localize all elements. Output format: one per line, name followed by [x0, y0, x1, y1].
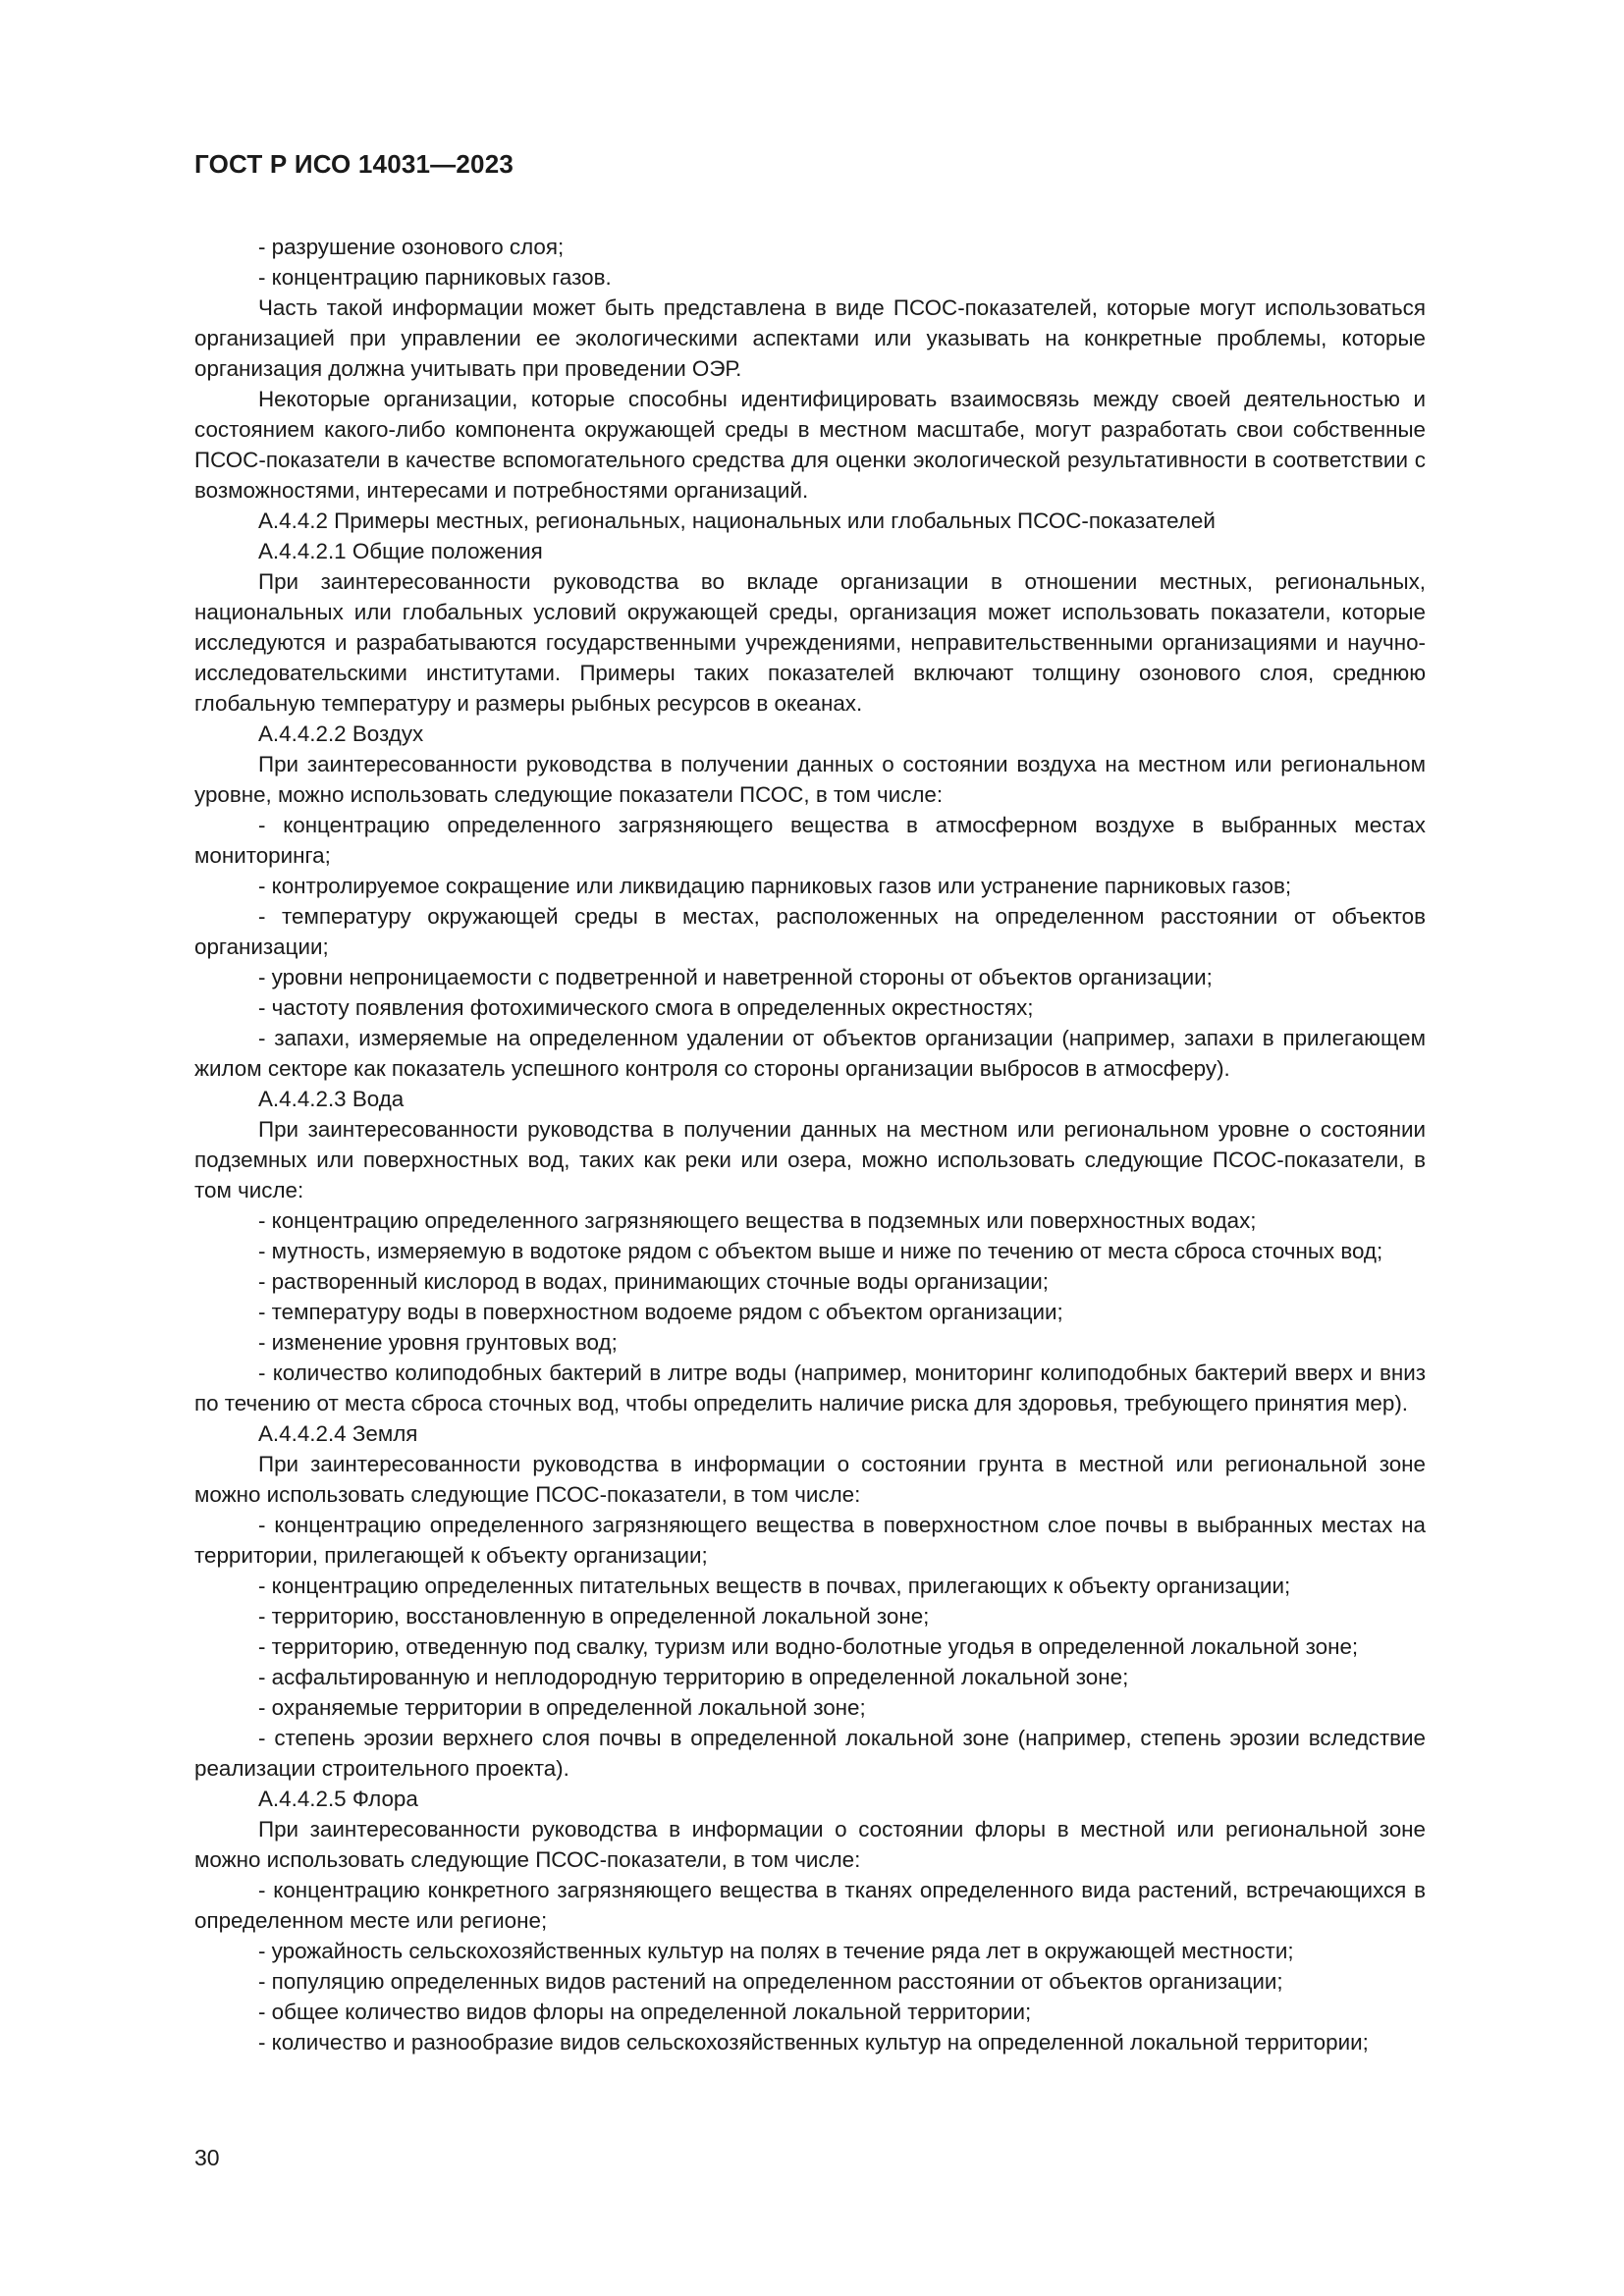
list-item: - охраняемые территории в определенной локальной зоне;: [258, 1695, 866, 1720]
list-item: - концентрацию определенного загрязняющего вещества в атмосферном воздухе в выбранных местах мониторинга;: [194, 813, 1426, 868]
paragraph: При заинтересованности руководства в информации о состоянии флоры в местной или региональной зоне можно использовать следующие ПСОС-показатели, в том числе:: [194, 1817, 1426, 1872]
list-item: - концентрацию определенного загрязняющего вещества в подземных или поверхностных водах;: [258, 1208, 1257, 1233]
list-item: - территорию, отведенную под свалку, туризм или водно-болотные угодья в определенной локальной зоне;: [258, 1634, 1359, 1659]
section-heading: А.4.4.2.1 Общие положения: [258, 539, 543, 563]
paragraph: Часть такой информации может быть представлена в виде ПСОС-показателей, которые могут использоваться организацией при управлении ее экологическими аспектами или указывать на конкретные проблемы, которые организация должна учитывать при проведении ОЭР.: [194, 295, 1426, 381]
list-item: - количество колиподобных бактерий в литре воды (например, мониторинг колиподобных бактерий вверх и вниз по течению от места сброса сточных вод, чтобы определить наличие риска для здоровья, требующего принятия мер).: [194, 1361, 1426, 1415]
list-item: - концентрацию конкретного загрязняющего вещества в тканях определенного вида растений, встречающихся в определенном месте или регионе;: [194, 1878, 1426, 1933]
list-item: - запахи, измеряемые на определенном удалении от объектов организации (например, запахи в прилегающем жилом секторе как показатель успешного контроля со стороны организации выбросов в атмосферу).: [194, 1026, 1426, 1081]
list-item: - растворенный кислород в водах, принимающих сточные воды организации;: [258, 1269, 1049, 1294]
list-item: - концентрацию определенного загрязняющего вещества в поверхностном слое почвы в выбранных местах на территории, прилегающей к объекту организации;: [194, 1513, 1426, 1568]
document-header: ГОСТ Р ИСО 14031—2023: [194, 149, 514, 179]
list-item: - частоту появления фотохимического смога в определенных окрестностях;: [258, 995, 1034, 1020]
section-heading: А.4.4.2.5 Флора: [258, 1787, 418, 1811]
list-item: - температуру окружающей среды в местах, расположенных на определенном расстоянии от объектов организации;: [194, 904, 1426, 959]
list-item: - температуру воды в поверхностном водоеме рядом с объектом организации;: [258, 1300, 1063, 1324]
section-heading: А.4.4.2.4 Земля: [258, 1421, 418, 1446]
paragraph: При заинтересованности руководства в получении данных на местном или региональном уровне о состоянии подземных или поверхностных вод, таких как реки или озера, можно использовать следующие ПСОС-показатели, в том числе:: [194, 1117, 1426, 1202]
list-item: - популяцию определенных видов растений на определенном расстоянии от объектов организации;: [258, 1969, 1283, 1994]
page-number: 30: [194, 2145, 220, 2170]
section-heading: А.4.4.2.2 Воздух: [258, 721, 424, 746]
section-heading: А.4.4.2 Примеры местных, региональных, национальных или глобальных ПСОС-показателей: [258, 508, 1216, 533]
list-item: - контролируемое сокращение или ликвидацию парниковых газов или устранение парниковых газов;: [258, 874, 1292, 898]
list-item: - территорию, восстановленную в определенной локальной зоне;: [258, 1604, 930, 1629]
section-heading: А.4.4.2.3 Вода: [258, 1087, 405, 1111]
paragraph: При заинтересованности руководства в получении данных о состоянии воздуха на местном или региональном уровне, можно использовать следующие показатели ПСОС, в том числе:: [194, 752, 1426, 807]
list-item: - концентрацию определенных питательных веществ в почвах, прилегающих к объекту организации;: [258, 1574, 1291, 1598]
paragraph: При заинтересованности руководства во вкладе организации в отношении местных, региональных, национальных или глобальных условий окружающей среды, организация может использовать показатели, которые исследуются и разрабатываются государственными учреждениями, неправительственными организациями и научно-исследовательскими институтами. Примеры таких показателей включают толщину озонового слоя, среднюю глобальную температуру и размеры рыбных ресурсов в океанах.: [194, 569, 1426, 716]
list-item: - степень эрозии верхнего слоя почвы в определенной локальной зоне (например, степень эрозии вследствие реализации строительного проекта).: [194, 1726, 1426, 1781]
list-item: - мутность, измеряемую в водотоке рядом с объектом выше и ниже по течению от места сброса сточных вод;: [258, 1239, 1383, 1263]
list-item: - изменение уровня грунтовых вод;: [258, 1330, 618, 1355]
list-item: - уровни непроницаемости с подветренной и наветренной стороны от объектов организации;: [258, 965, 1213, 989]
paragraph: Некоторые организации, которые способны идентифицировать взаимосвязь между своей деятельностью и состоянием какого-либо компонента окружающей среды в местном масштабе, могут разработать свои собственные ПСОС-показатели в качестве вспомогательного средства для оценки экологической результативности в соответствии с возможностями, интересами и потребностями организаций.: [194, 387, 1426, 503]
list-item: - разрушение озонового слоя;: [258, 235, 565, 259]
list-item: - концентрацию парниковых газов.: [258, 265, 612, 290]
list-item: - урожайность сельскохозяйственных культур на полях в течение ряда лет в окружающей местности;: [258, 1939, 1294, 1963]
list-item: - общее количество видов флоры на определенной локальной территории;: [258, 2000, 1032, 2024]
paragraph: При заинтересованности руководства в информации о состоянии грунта в местной или региональной зоне можно использовать следующие ПСОС-показатели, в том числе:: [194, 1452, 1426, 1507]
list-item: - асфальтированную и неплодородную территорию в определенной локальной зоне;: [258, 1665, 1129, 1689]
document-body: [194, 232, 1426, 2057]
list-item: - количество и разнообразие видов сельскохозяйственных культур на определенной локальной территории;: [258, 2030, 1369, 2055]
